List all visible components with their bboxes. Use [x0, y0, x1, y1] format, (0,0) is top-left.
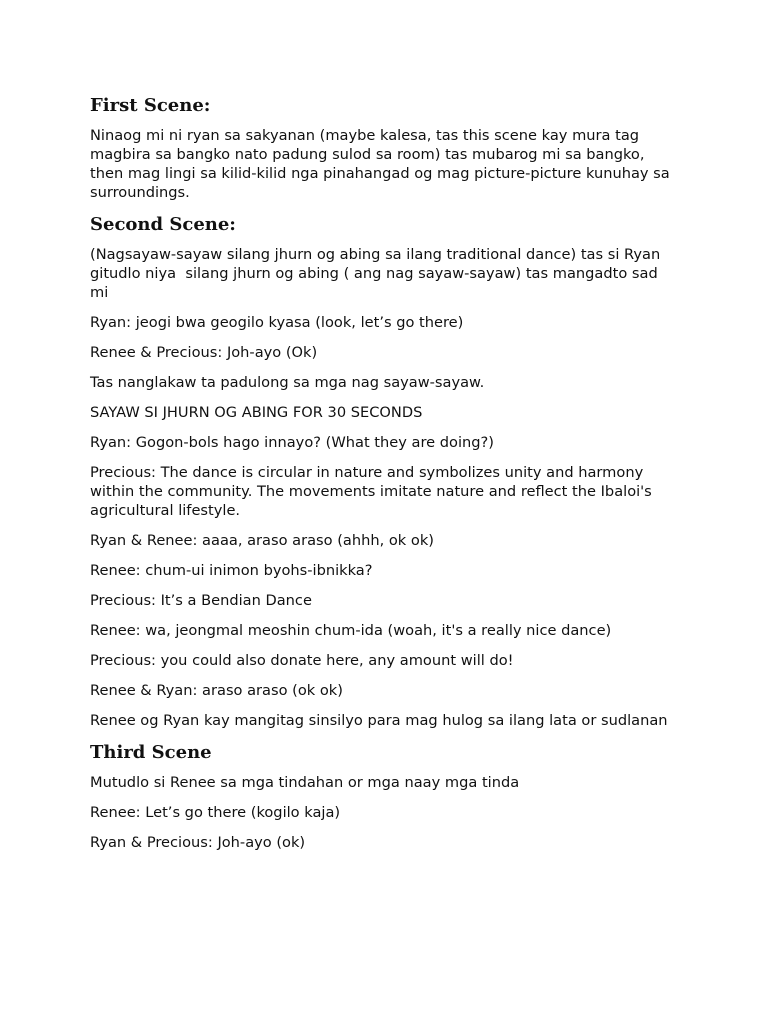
dialogue-line: Ryan & Renee: aaaa, araso araso (ahhh, ok ok): [90, 532, 434, 549]
scene-paragraph: Renee og Ryan kay mangitag sinsilyo para mag hulog sa ilang lata or sudlanan: [90, 712, 668, 729]
document-page: [90, 94, 680, 863]
dialogue-line: Renee: wa, jeongmal meoshin chum-ida (woah, it's a really nice dance): [90, 622, 612, 639]
dialogue-line: Precious: It’s a Bendian Dance: [90, 592, 312, 609]
dialogue-line: Renee & Precious: Joh-ayo (Ok): [90, 344, 318, 361]
dialogue-line: Renee: Let’s go there (kogilo kaja): [90, 804, 341, 821]
dialogue-line: Ryan & Precious: Joh-ayo (ok): [90, 834, 306, 851]
scene-heading: Second Scene:: [90, 214, 236, 235]
scene-paragraph: SAYAW SI JHURN OG ABING FOR 30 SECONDS: [90, 404, 423, 421]
dialogue-line: Ryan: jeogi bwa geogilo kyasa (look, let’s go there): [90, 314, 464, 331]
scene-paragraph: Tas nanglakaw ta padulong sa mga nag sayaw-sayaw.: [90, 374, 485, 391]
scene-paragraph: Ninaog mi ni ryan sa sakyanan (maybe kalesa, tas this scene kay mura tag magbira sa bangko nato padung sulod sa room) tas mubarog mi sa bangko, then mag lingi sa kilid-kilid nga pinahangad og mag picture-picture kunuhay sa surroundings.: [90, 127, 675, 201]
scene-heading: First Scene:: [90, 95, 211, 116]
dialogue-line: Renee: chum-ui inimon byohs-ibnikka?: [90, 562, 373, 579]
dialogue-line: Ryan: Gogon-bols hago innayo? (What they are doing?): [90, 434, 494, 451]
scene-heading: Third Scene: [90, 742, 212, 763]
dialogue-line: Precious: you could also donate here, any amount will do!: [90, 652, 514, 669]
scene-1: [90, 94, 680, 202]
scene-2: [90, 213, 680, 730]
scene-paragraph: (Nagsayaw-sayaw silang jhurn og abing sa ilang traditional dance) tas si Ryan gitudlo niya silang jhurn og abing ( ang nag sayaw-sayaw) tas mangadto sad mi: [90, 246, 665, 301]
dialogue-line: Precious: The dance is circular in nature and symbolizes unity and harmony within the community. The movements imitate nature and reflect the Ibaloi's agricultural lifestyle.: [90, 464, 657, 519]
scene-paragraph: Mutudlo si Renee sa mga tindahan or mga naay mga tinda: [90, 774, 520, 791]
dialogue-line: Renee & Ryan: araso araso (ok ok): [90, 682, 343, 699]
scene-3: [90, 741, 680, 852]
